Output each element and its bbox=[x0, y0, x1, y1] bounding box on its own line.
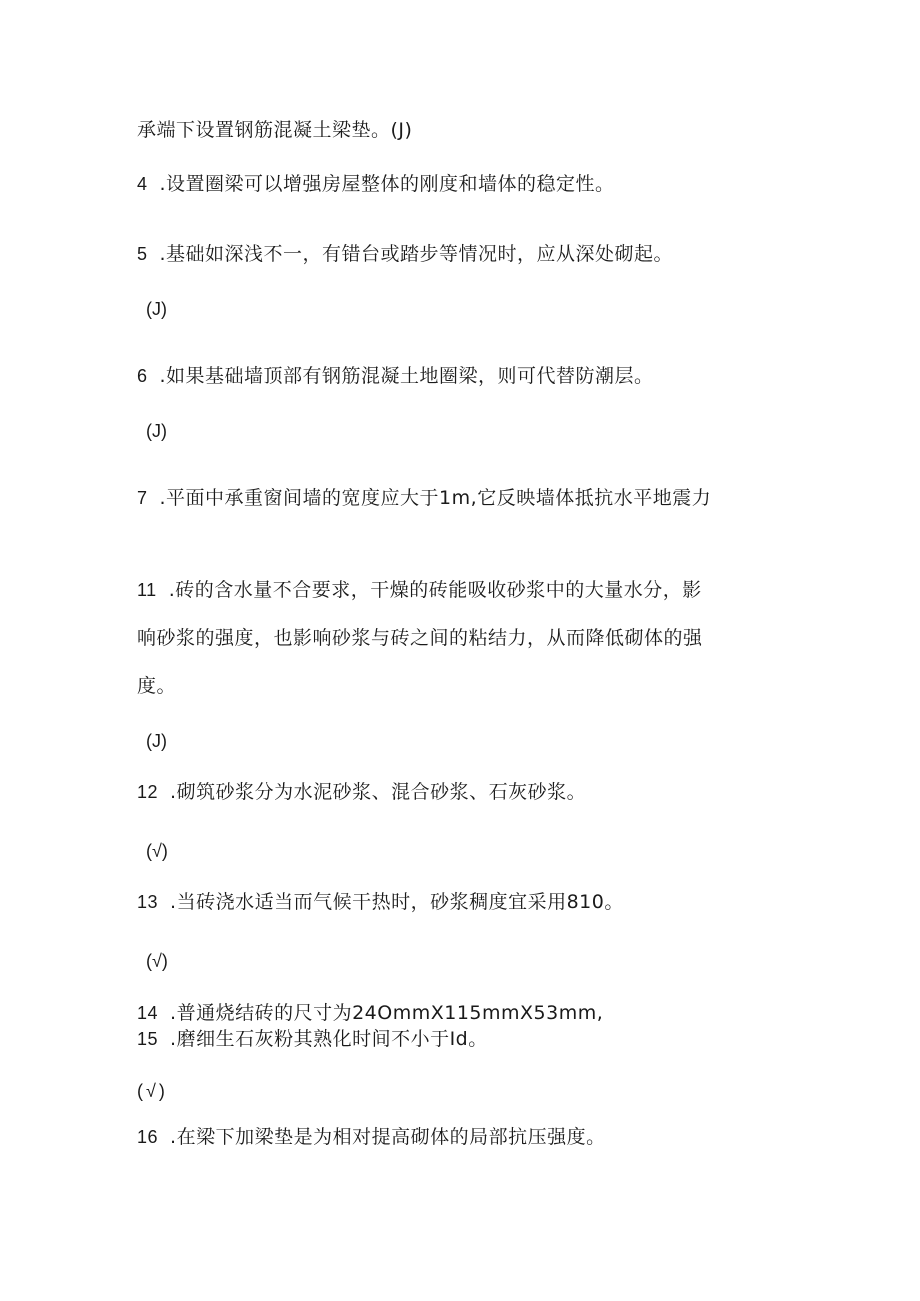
question-number: 12 bbox=[137, 782, 159, 802]
question-text: .当砖浇水适当而气候干热时，砂浆稠度宜采用810。 bbox=[170, 891, 624, 913]
question-text: .如果基础墙顶部有钢筋混凝土地圈梁，则可代替防潮层。 bbox=[159, 365, 654, 387]
question-16 bbox=[137, 1123, 606, 1151]
question-text: .基础如深浅不一，有错台或踏步等情况时，应从深处砌起。 bbox=[159, 243, 674, 265]
question-text: .设置圈梁可以增强房屋整体的刚度和墙体的稳定性。 bbox=[159, 173, 615, 195]
question-text: .磨细生石灰粉其熟化时间不小于Id。 bbox=[170, 1028, 488, 1050]
question-number: 14 bbox=[137, 1003, 159, 1023]
question-text: .砖的含水量不合要求，干燥的砖能吸收砂浆中的大量水分，影 bbox=[168, 579, 702, 601]
question-4 bbox=[137, 170, 615, 198]
line-text: 承端下设置钢筋混凝土梁垫。(J) bbox=[137, 119, 413, 141]
answer-12: (√) bbox=[146, 841, 168, 861]
question-number: 13 bbox=[137, 892, 159, 912]
question-text: .砌筑砂浆分为水泥砂浆、混合砂浆、石灰砂浆。 bbox=[170, 781, 587, 803]
question-number: 15 bbox=[137, 1029, 159, 1049]
question-11-cont-2 bbox=[137, 672, 176, 700]
question-number: 7 bbox=[137, 488, 148, 508]
question-15 bbox=[137, 1026, 488, 1052]
answer-11: (J) bbox=[146, 731, 167, 751]
question-7 bbox=[137, 484, 711, 512]
question-number: 4 bbox=[137, 174, 148, 194]
answer-5: (J) bbox=[146, 299, 167, 319]
text-line-intro bbox=[137, 116, 412, 144]
question-11 bbox=[137, 576, 702, 604]
question-number: 6 bbox=[137, 366, 148, 386]
question-5 bbox=[137, 240, 673, 268]
question-text: .普通烧结砖的尺寸为24OmmX115mmX53mm, bbox=[170, 1002, 604, 1024]
answer-6: (J) bbox=[146, 421, 167, 441]
question-14 bbox=[137, 1000, 603, 1026]
question-text: .在梁下加梁垫是为相对提高砌体的局部抗压强度。 bbox=[170, 1126, 606, 1148]
question-number: 16 bbox=[137, 1127, 159, 1147]
question-12 bbox=[137, 778, 586, 806]
answer-13: (√) bbox=[146, 951, 168, 971]
question-11-cont-1 bbox=[137, 624, 703, 652]
question-text: .平面中承重窗间墙的宽度应大于1m,它反映墙体抵抗水平地震力 bbox=[159, 487, 712, 509]
question-number: 5 bbox=[137, 244, 148, 264]
question-13 bbox=[137, 888, 624, 916]
question-number: 11 bbox=[137, 580, 157, 600]
question-6 bbox=[137, 362, 654, 390]
answer-15: (√) bbox=[137, 1081, 168, 1101]
question-text: 度。 bbox=[137, 675, 177, 697]
question-text: 响砂浆的强度，也影响砂浆与砖之间的粘结力，从而降低砌体的强 bbox=[137, 627, 703, 649]
